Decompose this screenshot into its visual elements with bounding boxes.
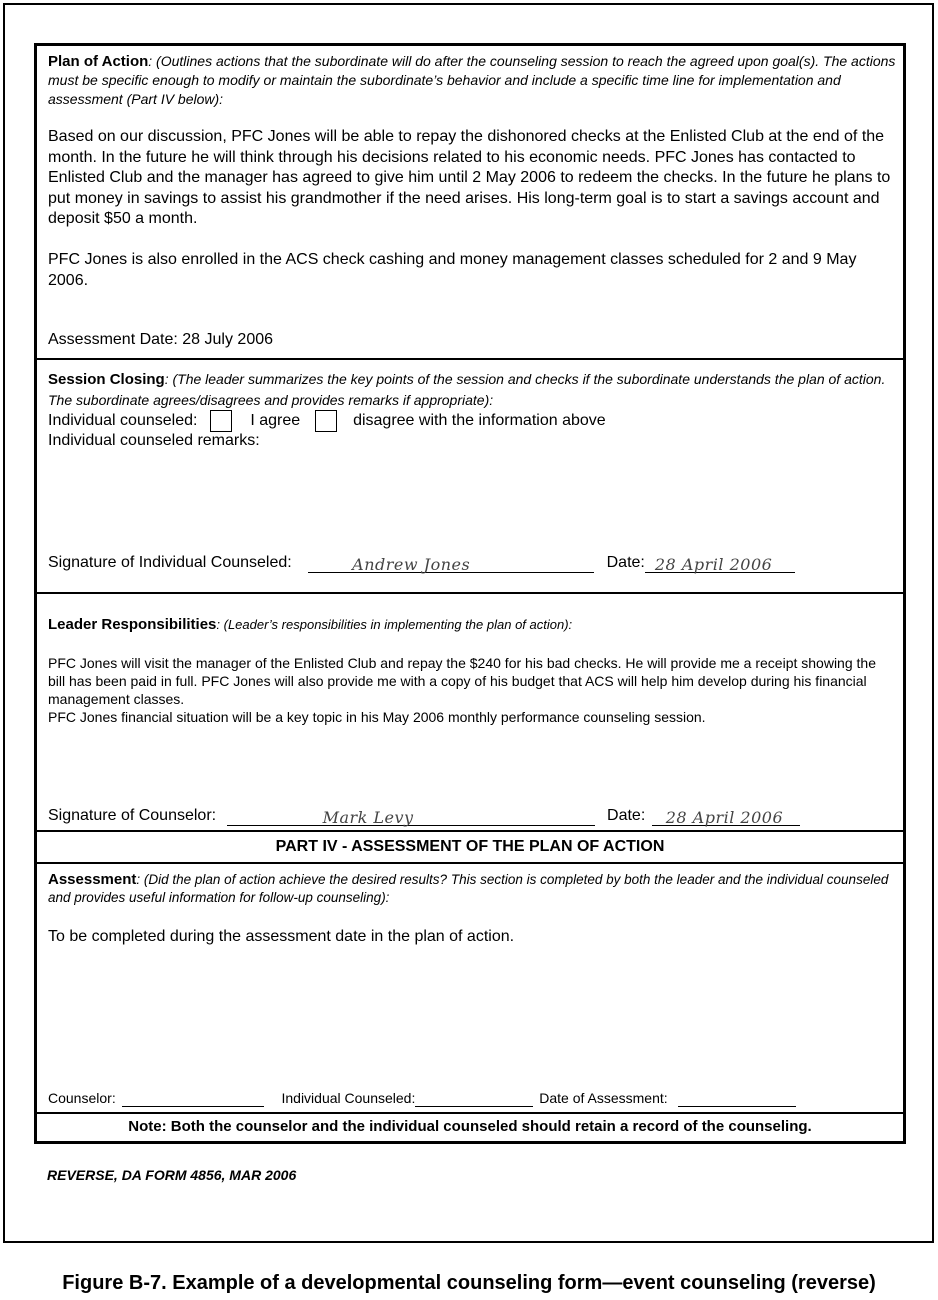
leader-responsibilities-paragraph-1: PFC Jones will visit the manager of the Enlisted Club and repay the $240 for his bad checks. He will provide me a receipt showing the bill has been paid in full. PFC Jones will also provide me with a copy of his budget that ACS will help him develop during his financial management classes. — [48, 655, 876, 707]
part-iv-bar — [37, 832, 903, 864]
part-iv-title: PART IV - ASSESSMENT OF THE PLAN OF ACTION — [275, 838, 665, 855]
assessment-instructions: : (Did the plan of action achieve the desired results? This section is completed by both the leader and the individual counseled and provides useful information for follow-up counseling): — [48, 872, 889, 905]
individual-signature-label: Signature of Individual Counseled: — [48, 554, 292, 571]
date-of-assessment-line[interactable] — [678, 1090, 796, 1107]
plan-of-action-paragraph-2: PFC Jones is also enrolled in the ACS check cashing and money management classes scheduled for 2 and 9 May 2006. — [48, 251, 857, 289]
individual-signature-line[interactable] — [308, 554, 594, 573]
agree-label: I agree — [250, 412, 301, 430]
counselor-date: 28 April 2006 — [665, 808, 784, 827]
figure-caption: Figure B-7. Example of a developmental counseling form—event counseling (reverse) — [62, 1272, 876, 1294]
individual-signature-row — [48, 554, 795, 573]
plan-of-action-paragraph-1: Based on our discussion, PFC Jones will be able to repay the dishonored checks at the Enlisted Club at the end of the month. In the future he will think through his decisions related to his economic needs. PFC Jones has contacted to Enlisted Club and the manager has agreed to give him until 2 May 2006 to redeem the checks. In the future he plans to put money in savings to assist his grandmother if the need arises. His long-term goal is to start a savings account and deposit $50 a month. — [48, 128, 891, 227]
counseling-form — [34, 43, 906, 1144]
assessment-individual-label: Individual Counseled: — [281, 1090, 416, 1106]
disagree-label: disagree with the information above — [353, 412, 606, 430]
session-closing-heading: Session Closing — [48, 371, 165, 388]
disagree-checkbox[interactable] — [315, 410, 337, 432]
plan-of-action-instructions: : (Outlines actions that the subordinate will do after the counseling session to reach the agreed upon goal(s). The actions must be specific enough to modify or maintain the subordinate’s behavior and include a specific time line for implementation and assessment (Part IV below): — [48, 53, 896, 107]
counselor-date-label: Date: — [607, 807, 646, 824]
agreement-row — [48, 410, 606, 432]
counselor-date-line[interactable] — [652, 807, 800, 826]
counselor-signature-label: Signature of Counselor: — [48, 807, 217, 824]
individual-date-line[interactable] — [645, 554, 795, 573]
note-text: Note: Both the counselor and the individual counseled should retain a record of the counseling. — [128, 1118, 812, 1135]
session-closing-instructions: : (The leader summarizes the key points of the session and checks if the subordinate understands the plan of action. The subordinate agrees/disagrees and provides remarks if appropriate): — [48, 371, 886, 408]
agree-checkbox[interactable] — [210, 410, 232, 432]
date-of-assessment-label: Date of Assessment: — [539, 1090, 668, 1106]
leader-responsibilities-heading: Leader Responsibilities — [48, 616, 217, 633]
assessment-counselor-line[interactable] — [122, 1090, 264, 1107]
counselor-signature: Mark Levy — [322, 808, 414, 827]
counselor-signature-line[interactable] — [227, 807, 595, 826]
counselor-signature-row — [48, 807, 800, 826]
note-bar — [37, 1114, 903, 1141]
leader-responsibilities-instructions: : (Leader’s responsibilities in implementing the plan of action): — [216, 617, 573, 632]
assessment-date: Assessment Date: 28 July 2006 — [48, 331, 274, 348]
plan-of-action-section — [37, 46, 903, 360]
leader-responsibilities-paragraph-2: PFC Jones financial situation will be a key topic in his May 2006 monthly performance counseling session. — [48, 709, 706, 725]
leader-responsibilities-section — [37, 594, 903, 832]
assessment-counselor-label: Counselor: — [48, 1090, 116, 1106]
individual-signature: Andrew Jones — [352, 555, 471, 574]
individual-date: 28 April 2006 — [654, 555, 773, 574]
assessment-text: To be completed during the assessment date in the plan of action. — [48, 928, 515, 945]
plan-of-action-heading: Plan of Action — [48, 53, 149, 70]
individual-counseled-label: Individual counseled: — [48, 412, 198, 430]
assessment-signature-row — [48, 1090, 796, 1107]
assessment-heading: Assessment — [48, 871, 137, 888]
session-closing-section — [37, 360, 903, 594]
remarks-label: Individual counseled remarks: — [48, 432, 260, 449]
assessment-section — [37, 864, 903, 1114]
individual-date-label: Date: — [606, 554, 645, 571]
form-id: REVERSE, DA FORM 4856, MAR 2006 — [47, 1167, 297, 1183]
assessment-individual-line[interactable] — [415, 1090, 533, 1107]
